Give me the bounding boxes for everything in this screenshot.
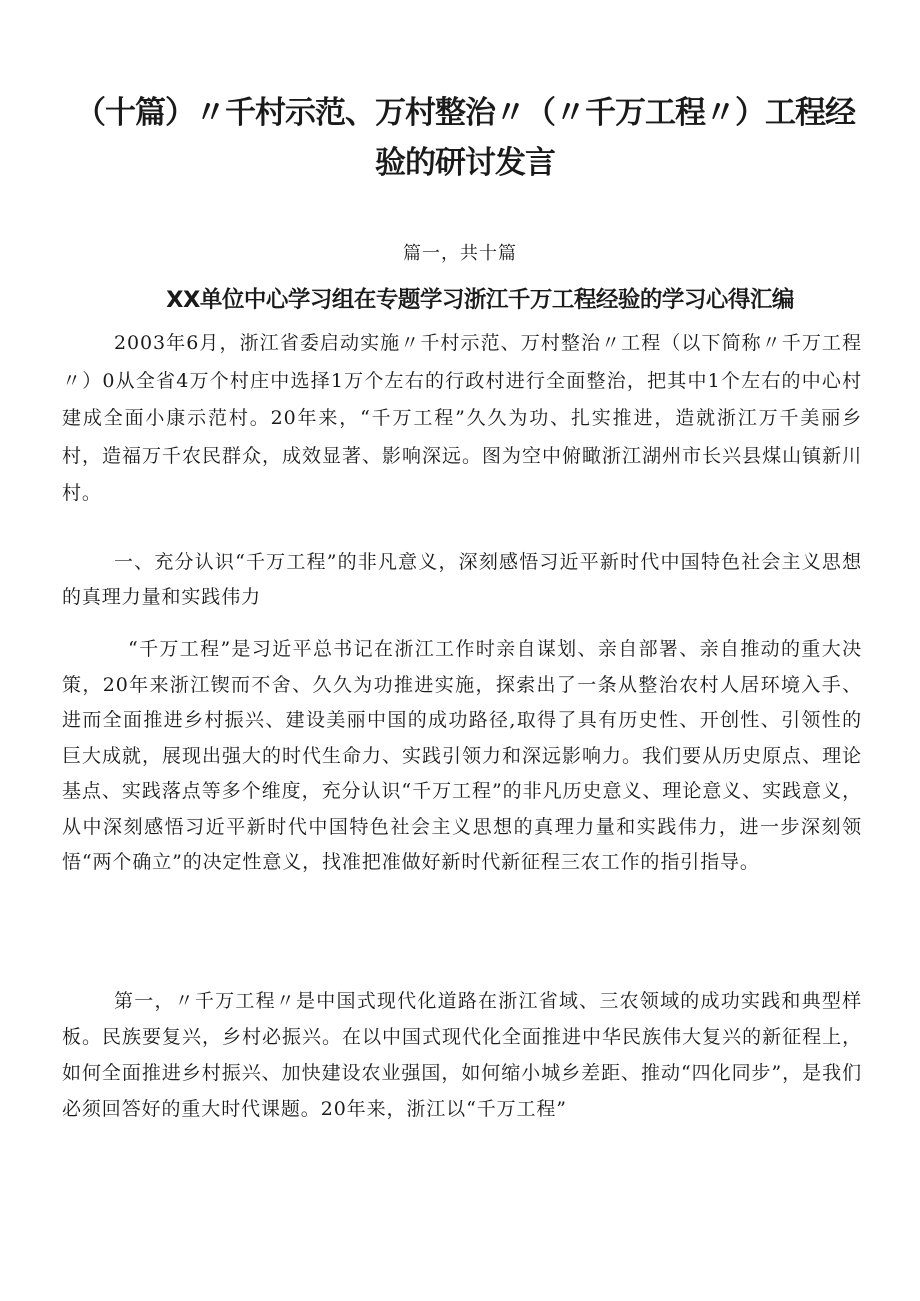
part-label: 篇一，共十篇 [403,243,517,264]
article-title: XX单位中心学习组在专题学习浙江千万工程经验的学习心得汇编 [166,287,794,313]
paragraph-first-point: 第一，〃千万工程〃是中国式现代化道路在浙江省域、三农领域的成功实践和典型样板。民族要复兴，乡村必振兴。在以中国式现代化全面推进中华民族伟大复兴的新征程上，如何全面推进乡村振兴、加快建设农业强国，如何缩小城乡差距、推动“四化同步”，是我们必须回答好的重大时代课题。20年来，浙江以“千万工程” [62,990,862,1120]
section-heading-one: 一、充分认识“千万工程”的非凡意义，深刻感悟习近平新时代中国特色社会主义思想的真理力量和实践伟力 [62,551,862,608]
paragraph-intro: 2003年6月，浙江省委启动实施〃千村示范、万村整治〃工程（以下简称〃千万工程〃）0从全省4万个村庄中选择1万个左右的行政村进行全面整治，把其中1个左右的中心村建成全面小康示范村。20年来，“千万工程”久久为功、扎实推进，造就浙江万千美丽乡村，造福万千农民群众，成效显著、影响深远。图为空中俯瞰浙江湖州市长兴县煤山镇新川村。 [62,332,862,504]
document-title: （十篇）〃千村示范、万村整治〃（〃千万工程〃）工程经验的研讨发言 [75,95,855,181]
paragraph-section-one: “千万工程”是习近平总书记在浙江工作时亲自谋划、亲自部署、亲自推动的重大决策，20年来浙江锲而不舍、久久为功推进实施，探索出了一条从整治农村人居环境入手、进而全面推进乡村振兴、建设美丽中国的成功路径,取得了具有历史性、开创性、引领性的巨大成就，展现出强大的时代生命力、实践引领力和深远影响力。我们要从历史原点、理论基点、实践落点等多个维度，充分认识“千万工程”的非凡历史意义、理论意义、实践意义，从中深刻感悟习近平新时代中国特色社会主义思想的真理力量和实践伟力，进一步深刻领悟“两个确立”的决定性意义，找准把准做好新时代新征程三农工作的指引指导。 [62,638,862,873]
